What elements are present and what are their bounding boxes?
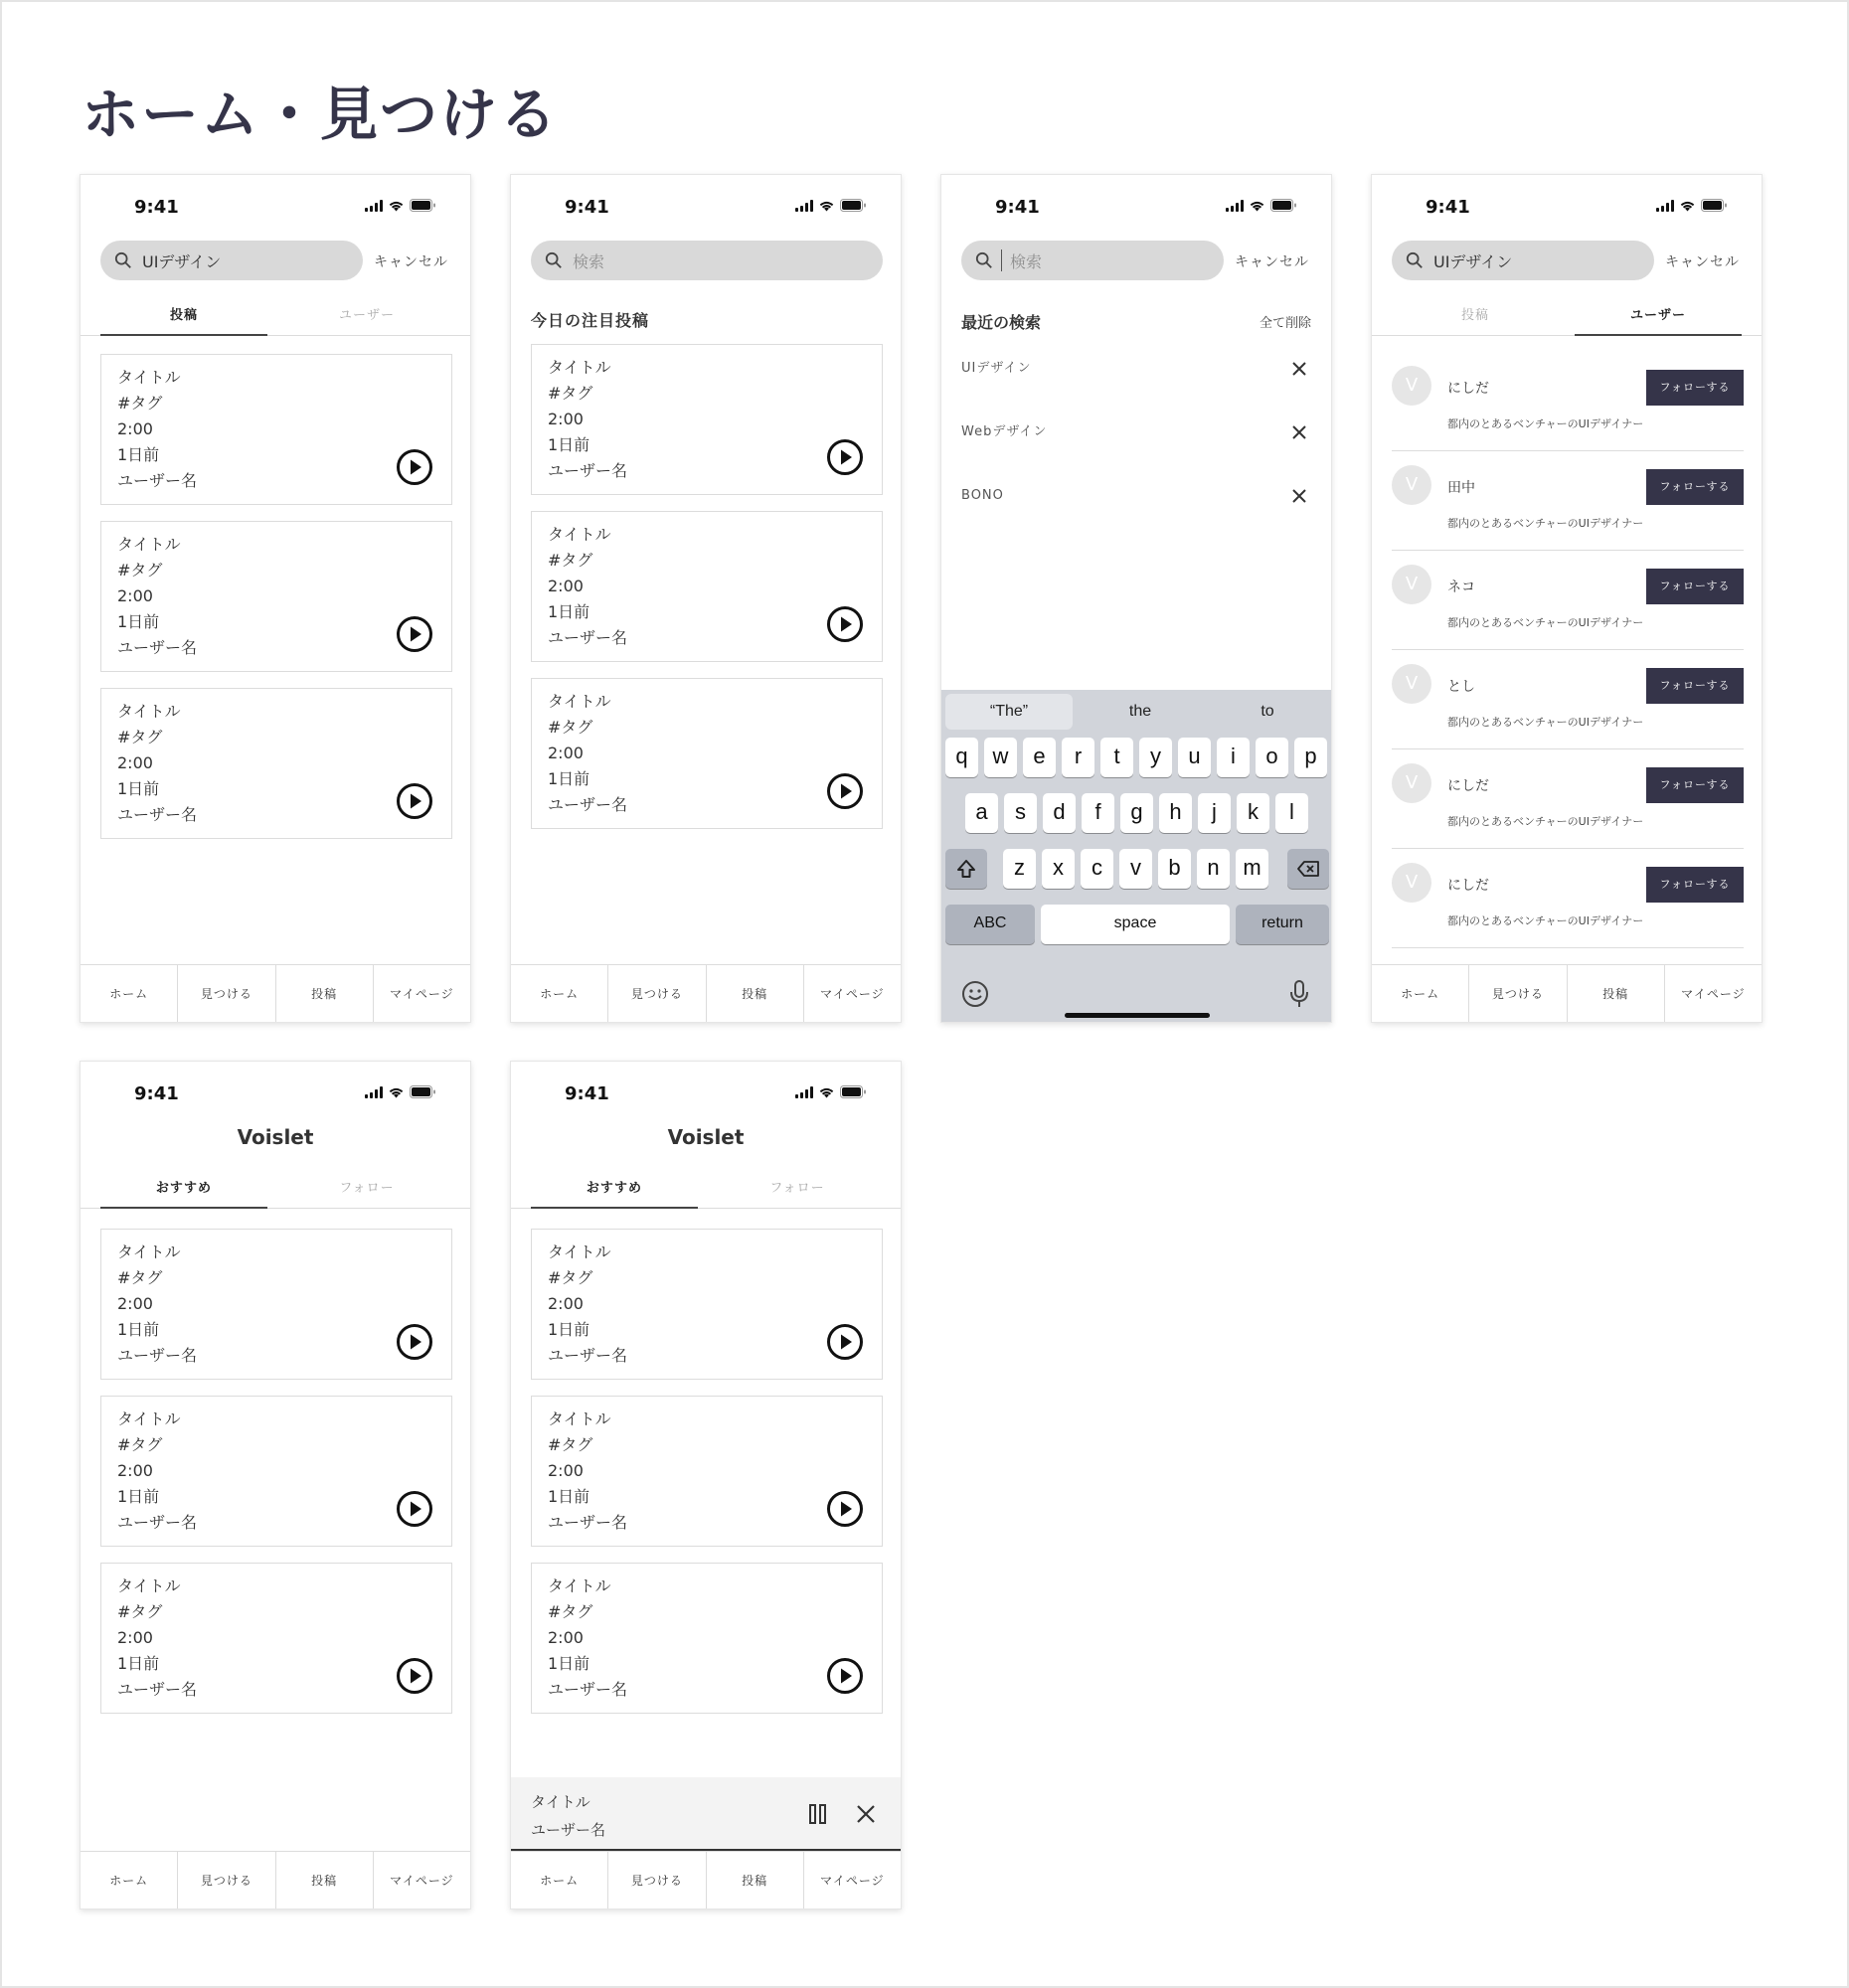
bottom-nav xyxy=(81,1851,470,1908)
key-o[interactable]: o xyxy=(1256,738,1288,777)
user-row[interactable] xyxy=(1392,451,1744,551)
post-tag: #タグ xyxy=(117,1268,163,1287)
status-bar xyxy=(1372,175,1762,239)
nav-find[interactable]: 見つける xyxy=(178,965,275,1022)
user-name: 田中 xyxy=(1447,480,1475,496)
post-tag: #タグ xyxy=(548,551,593,570)
post-duration: 2:00 xyxy=(117,1461,153,1480)
post-tag: #タグ xyxy=(548,1435,593,1454)
pause-icon[interactable] xyxy=(807,1803,829,1825)
status-time: 9:41 xyxy=(1426,197,1470,218)
search-input[interactable] xyxy=(531,241,883,280)
post-info xyxy=(117,699,197,828)
post-card[interactable] xyxy=(100,521,452,672)
user-description: 都内のとあるベンチャーのUIデザイナー xyxy=(1447,616,1644,629)
screen-search-results-posts xyxy=(80,174,471,1023)
nav-home[interactable]: ホーム xyxy=(81,965,178,1022)
key-n[interactable]: n xyxy=(1197,849,1230,889)
post-duration: 2:00 xyxy=(548,1628,584,1647)
search-query: UIデザイン xyxy=(142,251,222,271)
post-title: タイトル xyxy=(548,525,611,544)
status-time: 9:41 xyxy=(134,1083,179,1104)
play-icon[interactable] xyxy=(826,1657,864,1695)
follow-button[interactable]: フォローする xyxy=(1646,767,1744,803)
mic-icon[interactable] xyxy=(1287,978,1311,1010)
clear-all-button[interactable]: 全て削除 xyxy=(1259,316,1311,331)
post-tag: #タグ xyxy=(117,1435,163,1454)
user-description: 都内のとあるベンチャーのUIデザイナー xyxy=(1447,815,1644,828)
app-title: Voislet xyxy=(667,1125,745,1149)
battery-icon xyxy=(840,199,867,212)
close-icon[interactable] xyxy=(1291,424,1307,440)
key-y[interactable]: y xyxy=(1139,738,1172,777)
key-m[interactable]: m xyxy=(1236,849,1268,889)
key-i[interactable]: i xyxy=(1217,738,1250,777)
status-bar xyxy=(941,175,1331,239)
wifi-icon xyxy=(818,1086,835,1098)
post-info xyxy=(548,1240,627,1369)
signal-icon xyxy=(1656,200,1674,212)
nav-home[interactable]: ホーム xyxy=(511,1852,608,1908)
post-duration: 2:00 xyxy=(548,744,584,762)
suggestion-item[interactable]: “The” xyxy=(945,694,1073,730)
play-icon[interactable] xyxy=(826,438,864,476)
search-placeholder: 検索 xyxy=(573,251,605,271)
play-icon[interactable] xyxy=(826,605,864,643)
post-info xyxy=(548,1574,627,1703)
post-info xyxy=(117,1240,197,1369)
status-bar xyxy=(511,175,901,239)
post-duration: 2:00 xyxy=(117,1294,153,1313)
avatar: V xyxy=(1392,863,1431,903)
app-title: Voislet xyxy=(237,1125,314,1149)
post-user-name: ユーザー名 xyxy=(117,1680,198,1699)
play-icon[interactable] xyxy=(396,1657,433,1695)
tab-following[interactable]: フォロー xyxy=(769,1181,825,1196)
user-description: 都内のとあるベンチャーのUIデザイナー xyxy=(1447,716,1644,729)
key-x[interactable]: x xyxy=(1042,849,1075,889)
post-tag: #タグ xyxy=(117,728,163,746)
key-k[interactable]: k xyxy=(1237,793,1269,833)
post-duration: 2:00 xyxy=(117,753,153,772)
mini-player-user: ユーザー名 xyxy=(531,1821,606,1839)
post-title: タイトル xyxy=(117,702,181,721)
recent-search-item[interactable] xyxy=(961,354,1313,384)
tab-bar xyxy=(81,1169,470,1209)
follow-button[interactable]: フォローする xyxy=(1646,668,1744,704)
key-t[interactable]: t xyxy=(1100,738,1133,777)
tab-bar xyxy=(511,1169,901,1209)
follow-button[interactable]: フォローする xyxy=(1646,569,1744,604)
post-time-ago: 1日前 xyxy=(548,1487,590,1506)
nav-home[interactable]: ホーム xyxy=(1372,965,1469,1022)
status-bar xyxy=(81,175,470,239)
status-icons xyxy=(365,1085,436,1098)
post-info xyxy=(117,1407,197,1536)
nav-home[interactable]: ホーム xyxy=(511,965,608,1022)
nav-post[interactable]: 投稿 xyxy=(1568,965,1665,1022)
battery-icon xyxy=(1270,199,1297,212)
key-z[interactable]: z xyxy=(1003,849,1036,889)
post-tag: #タグ xyxy=(548,384,593,403)
user-row[interactable] xyxy=(1392,352,1744,451)
post-duration: 2:00 xyxy=(548,577,584,595)
recent-search-item[interactable] xyxy=(961,417,1313,447)
wifi-icon xyxy=(1249,200,1265,212)
tab-bar xyxy=(1372,296,1762,336)
wifi-icon xyxy=(818,200,835,212)
mini-player[interactable] xyxy=(511,1777,901,1851)
post-user-name: ユーザー名 xyxy=(117,471,198,490)
key-e[interactable]: e xyxy=(1023,738,1056,777)
nav-mypage[interactable]: マイページ xyxy=(820,987,885,1001)
post-duration: 2:00 xyxy=(117,1628,153,1647)
tab-posts[interactable]: 投稿 xyxy=(1460,308,1489,323)
play-icon[interactable] xyxy=(826,1490,864,1528)
post-title: タイトル xyxy=(117,535,181,554)
post-card[interactable] xyxy=(100,1563,452,1714)
post-card[interactable] xyxy=(100,354,452,505)
nav-mypage[interactable]: マイページ xyxy=(1681,987,1746,1001)
key-r[interactable]: r xyxy=(1062,738,1094,777)
close-icon[interactable] xyxy=(1291,488,1307,504)
page-title: ホーム・見つける xyxy=(82,81,560,148)
post-info xyxy=(117,532,197,661)
search-placeholder: 検索 xyxy=(1010,251,1043,271)
search-icon xyxy=(114,251,132,269)
keyboard xyxy=(941,690,1331,1023)
play-icon[interactable] xyxy=(396,782,433,820)
bottom-nav xyxy=(511,1851,901,1908)
follow-button[interactable]: フォローする xyxy=(1646,370,1744,406)
signal-icon xyxy=(795,200,813,212)
post-time-ago: 1日前 xyxy=(117,779,160,798)
post-time-ago: 1日前 xyxy=(548,602,590,621)
user-row[interactable] xyxy=(1392,749,1744,849)
user-description: 都内のとあるベンチャーのUIデザイナー xyxy=(1447,417,1644,430)
nav-post[interactable]: 投稿 xyxy=(276,965,374,1022)
key-c[interactable]: c xyxy=(1081,849,1113,889)
nav-post[interactable]: 投稿 xyxy=(707,1852,804,1908)
key-u[interactable]: u xyxy=(1178,738,1211,777)
post-info xyxy=(548,1407,627,1536)
post-user-name: ユーザー名 xyxy=(548,628,628,647)
post-info xyxy=(117,1574,197,1703)
post-tag: #タグ xyxy=(117,1602,163,1621)
avatar: V xyxy=(1392,763,1431,803)
status-time: 9:41 xyxy=(565,197,609,218)
post-info xyxy=(548,689,627,818)
key-d[interactable]: d xyxy=(1043,793,1076,833)
backspace-key[interactable] xyxy=(1287,849,1329,889)
search-query: UIデザイン xyxy=(1433,251,1513,271)
close-icon[interactable] xyxy=(1291,361,1307,377)
post-card[interactable] xyxy=(100,1229,452,1380)
status-icons xyxy=(795,1085,867,1098)
key-w[interactable]: w xyxy=(984,738,1017,777)
post-time-ago: 1日前 xyxy=(548,1654,590,1673)
user-name: とし xyxy=(1447,679,1475,695)
cancel-button[interactable]: キャンセル xyxy=(374,254,448,270)
wifi-icon xyxy=(1679,200,1696,212)
user-name: にしだ xyxy=(1447,381,1489,397)
suggestion-item[interactable]: the xyxy=(1128,703,1152,720)
suggestion-item[interactable]: to xyxy=(1261,703,1274,720)
mini-player-title: タイトル xyxy=(531,1793,590,1811)
key-p[interactable]: p xyxy=(1294,738,1327,777)
shift-icon xyxy=(955,858,977,880)
tab-recommended[interactable]: おすすめ xyxy=(100,1169,267,1209)
post-time-ago: 1日前 xyxy=(548,769,590,788)
signal-icon xyxy=(1226,200,1244,212)
post-user-name: ユーザー名 xyxy=(117,638,198,657)
screen-search-input xyxy=(940,174,1332,1023)
post-tag: #タグ xyxy=(548,1268,593,1287)
search-icon xyxy=(545,251,563,269)
post-user-name: ユーザー名 xyxy=(548,1680,628,1699)
post-duration: 2:00 xyxy=(548,1294,584,1313)
user-name: にしだ xyxy=(1447,878,1489,894)
user-row[interactable] xyxy=(1392,849,1744,948)
post-user-name: ユーザー名 xyxy=(548,1346,628,1365)
user-row[interactable] xyxy=(1392,551,1744,650)
status-time: 9:41 xyxy=(134,197,179,218)
user-name: ネコ xyxy=(1447,580,1475,595)
post-title: タイトル xyxy=(548,692,611,711)
post-card[interactable] xyxy=(531,678,883,829)
search-input[interactable] xyxy=(100,241,363,280)
home-indicator xyxy=(1065,1013,1210,1018)
section-title: 今日の注目投稿 xyxy=(531,311,650,330)
user-description: 都内のとあるベンチャーのUIデザイナー xyxy=(1447,914,1644,927)
recent-search-label: Webデザイン xyxy=(961,424,1048,439)
signal-icon xyxy=(795,1086,813,1098)
status-time: 9:41 xyxy=(565,1083,609,1104)
text-caret xyxy=(1001,249,1002,271)
key-b[interactable]: b xyxy=(1158,849,1191,889)
status-icons xyxy=(365,199,436,212)
post-card[interactable] xyxy=(531,344,883,495)
nav-find[interactable]: 見つける xyxy=(608,965,706,1022)
return-key[interactable]: return xyxy=(1236,905,1329,944)
search-input[interactable] xyxy=(1392,241,1654,280)
screen-find xyxy=(510,174,902,1023)
tab-users[interactable]: ユーザー xyxy=(338,308,395,323)
play-icon[interactable] xyxy=(396,448,433,486)
post-time-ago: 1日前 xyxy=(117,445,160,464)
key-a[interactable]: a xyxy=(965,793,998,833)
status-icons xyxy=(1226,199,1297,212)
recent-search-item[interactable] xyxy=(961,481,1313,511)
play-icon[interactable] xyxy=(396,615,433,653)
post-card[interactable] xyxy=(100,1396,452,1547)
post-user-name: ユーザー名 xyxy=(117,1346,198,1365)
post-time-ago: 1日前 xyxy=(117,1654,160,1673)
cancel-button[interactable]: キャンセル xyxy=(1665,254,1740,270)
post-title: タイトル xyxy=(117,368,181,387)
key-f[interactable]: f xyxy=(1082,793,1114,833)
post-card[interactable] xyxy=(100,688,452,839)
post-time-ago: 1日前 xyxy=(117,1487,160,1506)
post-duration: 2:00 xyxy=(117,419,153,438)
post-tag: #タグ xyxy=(548,1602,593,1621)
key-q[interactable]: q xyxy=(945,738,978,777)
recent-search-label: UIデザイン xyxy=(961,361,1032,376)
abc-key[interactable]: ABC xyxy=(945,905,1035,944)
nav-find[interactable]: 見つける xyxy=(178,1852,275,1908)
post-duration: 2:00 xyxy=(548,1461,584,1480)
play-icon[interactable] xyxy=(396,1490,433,1528)
post-user-name: ユーザー名 xyxy=(548,461,628,480)
post-user-name: ユーザー名 xyxy=(548,1513,628,1532)
post-card[interactable] xyxy=(531,511,883,662)
signal-icon xyxy=(365,1086,383,1098)
wifi-icon xyxy=(388,200,405,212)
post-duration: 2:00 xyxy=(117,586,153,605)
post-title: タイトル xyxy=(117,1409,181,1428)
post-tag: #タグ xyxy=(117,561,163,580)
user-row[interactable] xyxy=(1392,650,1744,749)
post-info xyxy=(117,365,197,494)
post-user-name: ユーザー名 xyxy=(117,1513,198,1532)
post-info xyxy=(548,522,627,651)
post-time-ago: 1日前 xyxy=(548,1320,590,1339)
keyboard-suggestions xyxy=(941,690,1331,734)
post-time-ago: 1日前 xyxy=(117,1320,160,1339)
backspace-icon xyxy=(1296,860,1320,878)
bottom-nav xyxy=(1372,964,1762,1022)
nav-home[interactable]: ホーム xyxy=(81,1852,178,1908)
nav-post[interactable]: 投稿 xyxy=(276,1852,374,1908)
post-time-ago: 1日前 xyxy=(117,612,160,631)
avatar: V xyxy=(1392,664,1431,704)
play-icon[interactable] xyxy=(826,1323,864,1361)
battery-icon xyxy=(410,199,436,212)
status-time: 9:41 xyxy=(995,197,1040,218)
nav-mypage[interactable]: マイページ xyxy=(390,987,454,1001)
screen-home-playing xyxy=(510,1061,902,1909)
nav-find[interactable]: 見つける xyxy=(1469,965,1567,1022)
avatar: V xyxy=(1392,565,1431,604)
post-title: タイトル xyxy=(548,1409,611,1428)
key-v[interactable]: v xyxy=(1119,849,1152,889)
recent-search-title: 最近の検索 xyxy=(961,313,1042,332)
wifi-icon xyxy=(388,1086,405,1098)
battery-icon xyxy=(410,1085,436,1098)
post-card[interactable] xyxy=(531,1229,883,1380)
status-icons xyxy=(795,199,867,212)
battery-icon xyxy=(1701,199,1728,212)
post-title: タイトル xyxy=(117,1242,181,1261)
bottom-nav xyxy=(511,964,901,1022)
post-title: タイトル xyxy=(548,358,611,377)
emoji-icon[interactable] xyxy=(961,980,989,1008)
play-icon[interactable] xyxy=(826,772,864,810)
post-duration: 2:00 xyxy=(548,410,584,428)
user-name: にしだ xyxy=(1447,778,1489,794)
recent-search-label: BONO xyxy=(961,488,1004,503)
post-user-name: ユーザー名 xyxy=(117,805,198,824)
avatar: V xyxy=(1392,366,1431,406)
post-card[interactable] xyxy=(531,1563,883,1714)
tab-bar xyxy=(81,296,470,336)
close-icon[interactable] xyxy=(855,1803,877,1825)
status-icons xyxy=(1656,199,1728,212)
nav-mypage[interactable]: マイページ xyxy=(390,1874,454,1888)
post-title: タイトル xyxy=(548,1576,611,1595)
post-card[interactable] xyxy=(531,1396,883,1547)
play-icon[interactable] xyxy=(396,1323,433,1361)
tab-recommended[interactable]: おすすめ xyxy=(531,1169,698,1209)
cancel-button[interactable]: キャンセル xyxy=(1235,254,1309,270)
tab-following[interactable]: フォロー xyxy=(339,1181,395,1196)
search-icon xyxy=(1406,251,1424,269)
user-description: 都内のとあるベンチャーのUIデザイナー xyxy=(1447,517,1644,530)
screen-home xyxy=(80,1061,471,1909)
nav-post[interactable]: 投稿 xyxy=(707,965,804,1022)
space-key[interactable]: space xyxy=(1041,905,1230,944)
search-input[interactable] xyxy=(961,241,1224,280)
post-title: タイトル xyxy=(117,1576,181,1595)
bottom-nav xyxy=(81,964,470,1022)
nav-find[interactable]: 見つける xyxy=(608,1852,706,1908)
follow-button[interactable]: フォローする xyxy=(1646,867,1744,903)
tab-posts[interactable]: 投稿 xyxy=(100,296,267,336)
post-user-name: ユーザー名 xyxy=(548,795,628,814)
post-tag: #タグ xyxy=(548,718,593,737)
key-h[interactable]: h xyxy=(1159,793,1192,833)
follow-button[interactable]: フォローする xyxy=(1646,469,1744,505)
shift-key[interactable] xyxy=(945,849,987,889)
avatar: V xyxy=(1392,465,1431,505)
key-s[interactable]: s xyxy=(1004,793,1037,833)
key-j[interactable]: j xyxy=(1198,793,1231,833)
key-l[interactable]: l xyxy=(1275,793,1308,833)
search-icon xyxy=(975,251,993,269)
screen-search-results-users xyxy=(1371,174,1763,1023)
post-title: タイトル xyxy=(548,1242,611,1261)
post-info xyxy=(548,355,627,484)
status-bar xyxy=(81,1062,470,1125)
post-tag: #タグ xyxy=(117,394,163,413)
signal-icon xyxy=(365,200,383,212)
status-bar xyxy=(511,1062,901,1125)
key-g[interactable]: g xyxy=(1120,793,1153,833)
tab-users[interactable]: ユーザー xyxy=(1575,296,1742,336)
nav-mypage[interactable]: マイページ xyxy=(820,1874,885,1888)
post-time-ago: 1日前 xyxy=(548,435,590,454)
battery-icon xyxy=(840,1085,867,1098)
